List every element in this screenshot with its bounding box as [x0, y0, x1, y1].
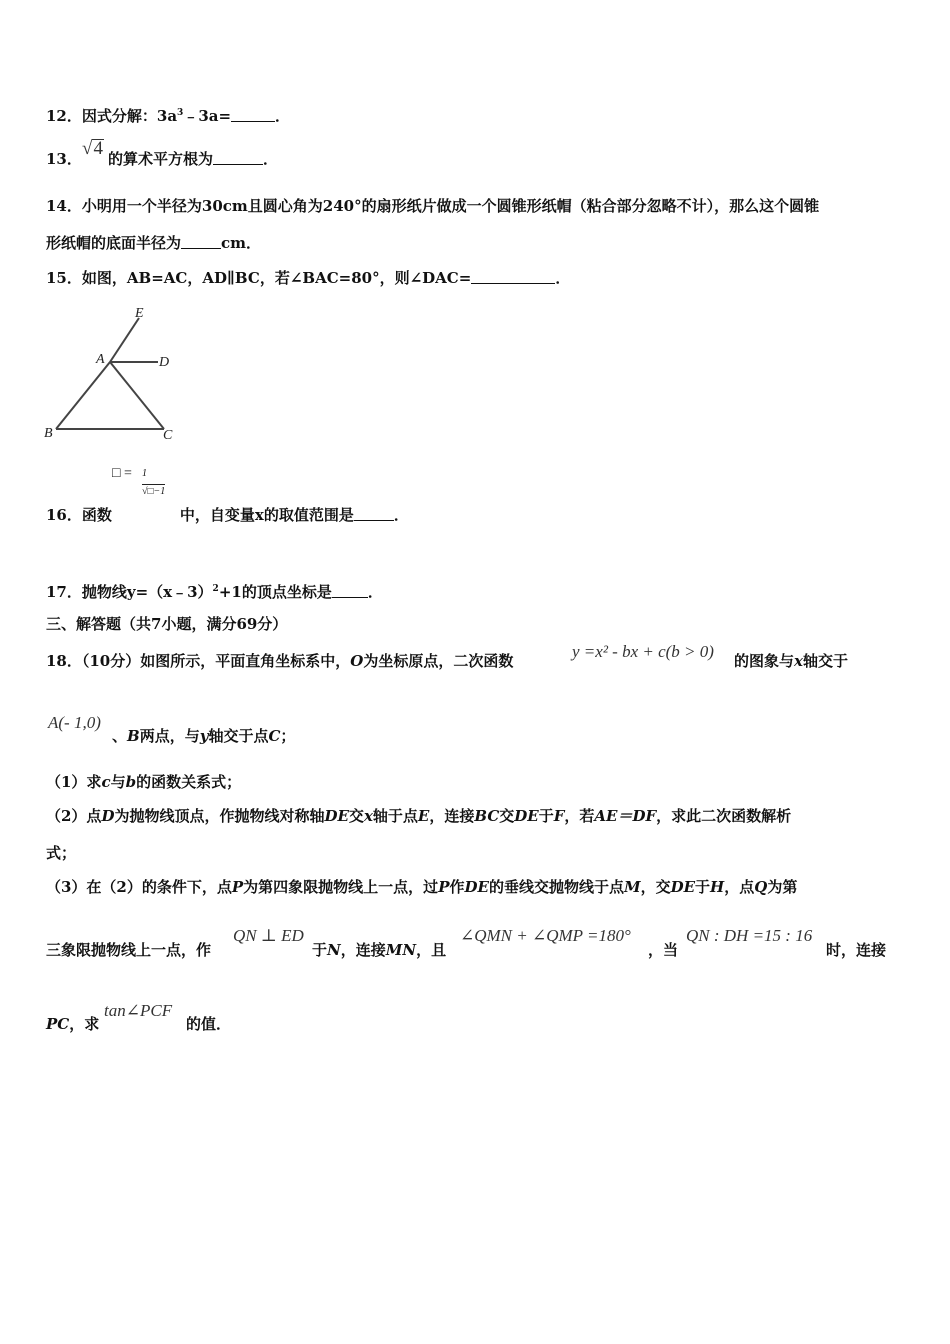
- q18-p3-a: （3）在（2）的条件下，点: [46, 878, 232, 896]
- q13-end: ．: [263, 150, 279, 168]
- geometry-figure: [42, 302, 182, 452]
- q12-number: 12．: [46, 107, 82, 125]
- q13-radicand: 4: [93, 138, 103, 159]
- label-d: D: [159, 355, 170, 370]
- q18-var-n: N: [327, 941, 341, 959]
- q18-var-y: y: [199, 727, 209, 745]
- q18-p5-a: ，求: [69, 1015, 100, 1033]
- q18-qn-perp-ed: QN ⊥ ED: [233, 926, 304, 945]
- q16-formula: [112, 466, 166, 497]
- q18-p3-d: 的垂线交抛物线于点: [488, 878, 624, 896]
- q18-p1-a: （1）求: [46, 773, 102, 791]
- q18-var-o: O: [350, 652, 364, 670]
- question-15: [46, 268, 570, 288]
- q16-end: ．: [393, 506, 409, 524]
- q18-line4-e: ，当: [648, 941, 679, 959]
- q16-formula-numerator: 1: [142, 468, 147, 479]
- q17-exponent: 2: [212, 584, 219, 594]
- q18-var-de-4: DE: [670, 878, 696, 896]
- q18-intro-a: （10分）如图所示，平面直角坐标系中，: [81, 652, 351, 670]
- q18-var-pc: PC: [46, 1015, 70, 1033]
- q18-var-h: H: [710, 878, 725, 896]
- q18-part-2: [46, 806, 791, 826]
- q14-answer-blank[interactable]: [181, 234, 221, 249]
- q18-p3-e: ，交: [640, 878, 671, 896]
- q18-part-1: [46, 772, 241, 792]
- label-a: A: [96, 352, 105, 367]
- q18-var-de-2: DE: [514, 807, 539, 825]
- q18-line2-a: 、: [112, 727, 128, 745]
- q18-var-bc: BC: [474, 807, 500, 825]
- section-3-title: 三、解答题（共7小题，满分69分）: [46, 615, 288, 633]
- q17-answer-blank[interactable]: [332, 583, 368, 598]
- q12-text: 因式分解：3a: [81, 107, 178, 125]
- question-12: [46, 103, 290, 126]
- q14-line1: 小明用一个半径为30cm且圆心角为240°的扇形纸片做成一个圆锥形纸帽（粘合部分忽略不计），那么这个圆锥: [81, 197, 820, 215]
- q18-p2-f: 交: [499, 807, 515, 825]
- q15-text: 如图，AB=AC，AD∥BC，若∠BAC=80°，则∠DAC=: [81, 269, 472, 287]
- q14-line2-b: cm．: [221, 234, 262, 252]
- q15-answer-blank[interactable]: [471, 269, 555, 284]
- label-e: E: [135, 306, 144, 321]
- q18-line2-c: 轴交于点: [208, 727, 269, 745]
- q18-p2-e: ，连接: [429, 807, 475, 825]
- q18-line4-f: 时，连接: [826, 941, 887, 959]
- q18-p4-d: ，且: [416, 941, 447, 959]
- q18-p2-a: （2）点: [46, 807, 102, 825]
- q18-var-c-point: C: [268, 727, 281, 745]
- q17-text-b: +1的顶点坐标是: [218, 583, 332, 601]
- q18-ratio: QN : DH =15 : 16: [686, 926, 813, 945]
- q18-line1-end: [734, 651, 848, 671]
- q18-var-c: c: [101, 773, 111, 791]
- q12-exponent: 3: [177, 108, 184, 118]
- q12-rest: ﹣3a=: [183, 107, 232, 125]
- q18-var-p-2: P: [438, 878, 450, 896]
- q16-text-b: 中，自变量x的取值范围是: [179, 506, 354, 524]
- q18-var-b: b: [125, 773, 137, 791]
- q17-number: 17．: [46, 583, 82, 601]
- question-13: [46, 149, 82, 169]
- question-13-text: [108, 149, 278, 169]
- q18-p2-d: 轴于点: [372, 807, 418, 825]
- q18-var-de: DE: [324, 807, 349, 825]
- q18-intro-d: 轴交于: [802, 652, 848, 670]
- q18-angle-sum: ∠QMN + ∠QMP =180°: [460, 926, 631, 945]
- q18-var-q: Q: [754, 878, 768, 896]
- q18-line5-end: 的值．: [186, 1015, 232, 1033]
- q18-line2: [112, 726, 295, 746]
- q18-var-e: E: [417, 807, 430, 825]
- q18-p1-c: 的函数关系式；: [136, 773, 242, 791]
- q16-formula-denominator: √□−1: [142, 486, 166, 497]
- q18-quadratic-formula: y =x² - bx + c(b > 0): [572, 642, 714, 661]
- question-17: [46, 579, 383, 602]
- q17-end: ．: [367, 583, 383, 601]
- q18-p2-i: ，求此二次函数解析: [656, 807, 792, 825]
- q18-p3-h: 为第: [767, 878, 798, 896]
- q18-var-m: M: [623, 878, 641, 896]
- q18-line5: [46, 1014, 99, 1034]
- question-14: [46, 196, 819, 216]
- q18-var-p: P: [231, 878, 244, 896]
- q13-number: 13．: [46, 150, 82, 168]
- q18-p2-c: 交: [348, 807, 364, 825]
- q18-var-x: x: [794, 652, 803, 670]
- q18-tan-pcf: tan∠PCF: [104, 1001, 173, 1020]
- q18-part-2-cont: 式；: [46, 844, 77, 862]
- q18-var-f: F: [553, 807, 565, 825]
- q16-answer-blank[interactable]: [354, 506, 394, 521]
- q18-line4-b: [312, 940, 446, 960]
- label-c: C: [163, 428, 173, 443]
- q16-number: 16．: [46, 506, 82, 524]
- q18-number: 18．: [46, 652, 82, 670]
- q18-p3-g: ，点: [724, 878, 755, 896]
- q18-p2-b: 为抛物线顶点，作抛物线对称轴: [114, 807, 325, 825]
- q18-p4-c: ，连接: [340, 941, 386, 959]
- q14-line2-a: 形纸帽的底面半径为: [46, 234, 182, 252]
- q18-ae-df: AE＝DF: [594, 807, 657, 825]
- q12-end: ．: [275, 107, 291, 125]
- q18-line2-b: 两点，与: [139, 727, 200, 745]
- q18-line2-d: ；: [280, 727, 296, 745]
- q18-p3-f: 于: [695, 878, 711, 896]
- q16-formula-lhs: □ =: [112, 466, 132, 481]
- q18-intro-b: 为坐标原点，二次函数: [363, 652, 514, 670]
- q17-text-a: 抛物线y=（x﹣3）: [81, 583, 213, 601]
- q18-p4-b: 于: [312, 941, 328, 959]
- question-16: [46, 505, 409, 525]
- q18-p2-h: ，若: [564, 807, 595, 825]
- q18-intro-c: 的图象与: [734, 652, 795, 670]
- q18-p1-b: 与: [110, 773, 126, 791]
- q18-var-mn: MN: [385, 941, 417, 959]
- q13-text: 的算术平方根为: [108, 150, 214, 168]
- q18-p3-c: 作: [449, 878, 465, 896]
- question-18: [46, 651, 513, 671]
- q16-text-a: 函数: [81, 506, 112, 524]
- q18-part-3: [46, 877, 797, 897]
- q18-line4-a: 三象限抛物线上一点，作: [46, 941, 212, 959]
- question-14-line2: [46, 233, 261, 253]
- q13-sqrt-expression: √4: [82, 138, 103, 159]
- label-b: B: [44, 426, 53, 441]
- q12-answer-blank[interactable]: [231, 107, 275, 122]
- q18-point-a: A(- 1,0): [48, 713, 101, 732]
- q15-end: ．: [555, 269, 571, 287]
- q18-p2-g: 于: [538, 807, 554, 825]
- q18-p3-b: 为第四象限抛物线上一点，过: [243, 878, 439, 896]
- q15-number: 15．: [46, 269, 82, 287]
- q18-var-de-3: DE: [464, 878, 489, 896]
- q18-var-d: D: [101, 807, 115, 825]
- q18-var-x-2: x: [363, 807, 373, 825]
- q18-var-b-point: B: [127, 727, 140, 745]
- q13-answer-blank[interactable]: [213, 150, 263, 165]
- q14-number: 14．: [46, 197, 82, 215]
